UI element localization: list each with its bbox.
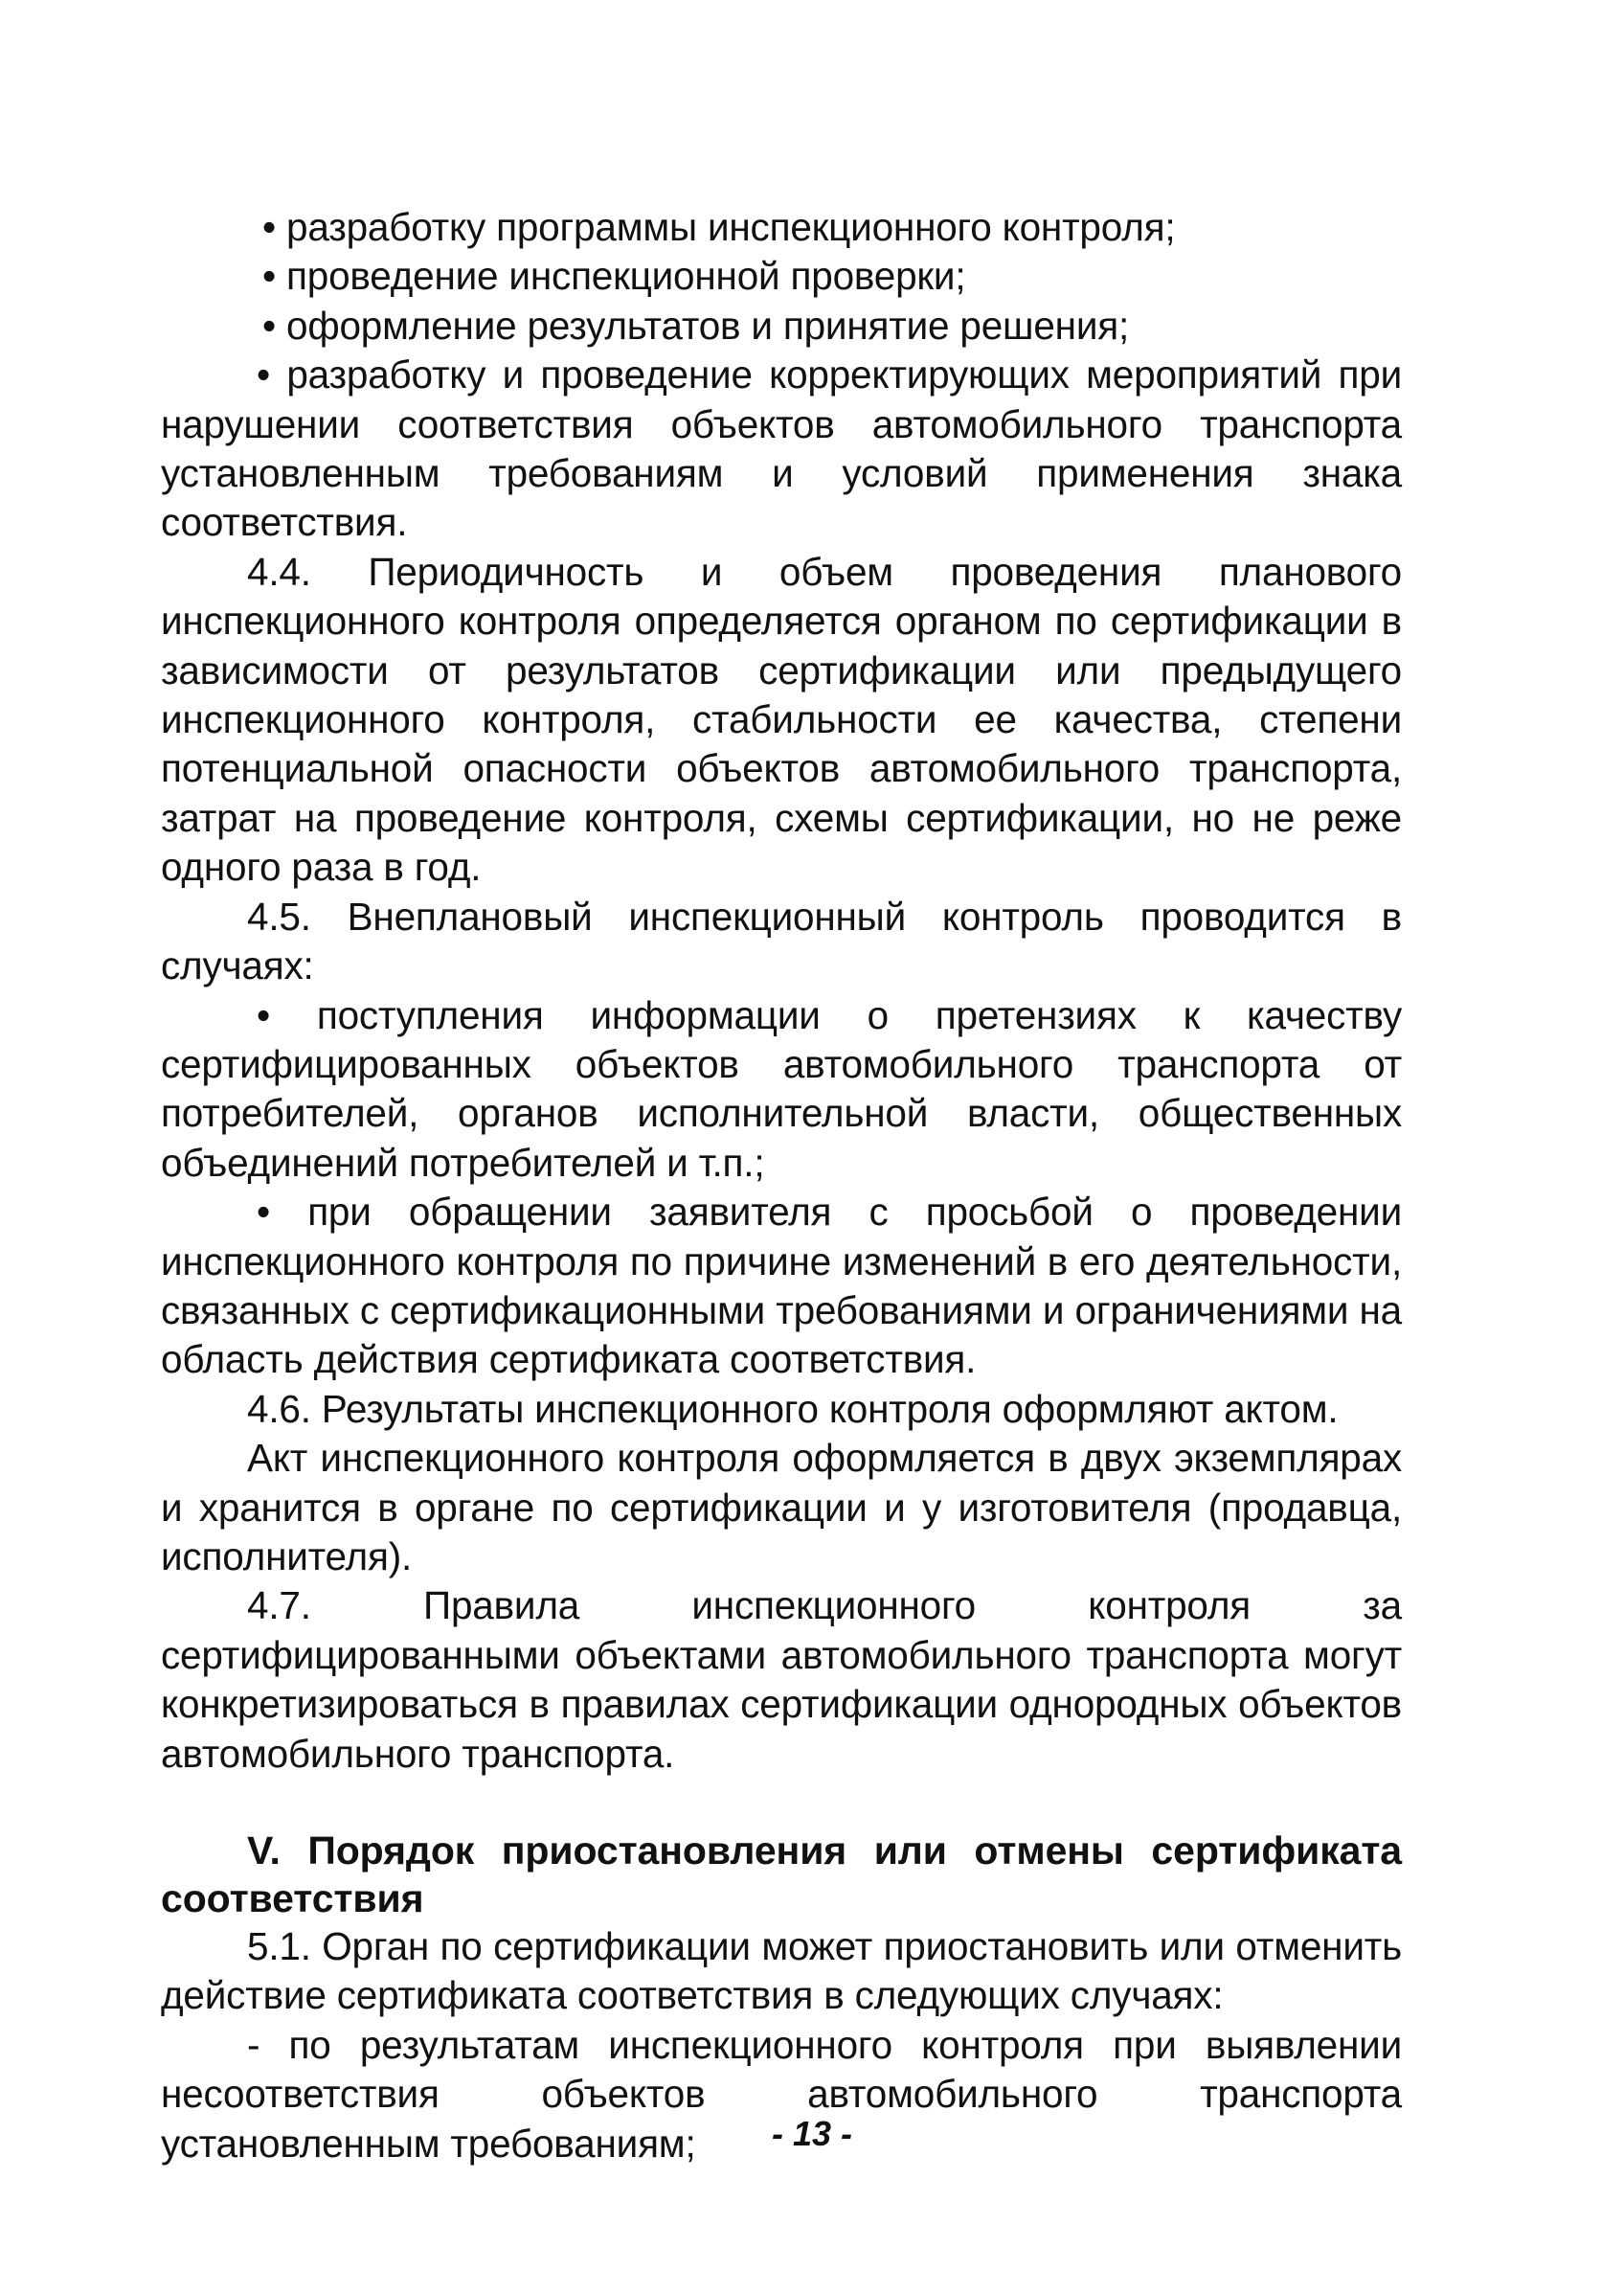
bullet-program: • разработку программы инспекционного контроля;	[262, 205, 1176, 249]
paragraph-4-7: 4.7. Правила инспекционного контроля за сертифицированными объектами автомобильного транспорта могут конкретизироваться в правилах сертификации однородных объектов автомобильного транспорта.	[161, 1583, 1402, 1776]
section-v-heading: V. Порядок приостановления или отмены сертификата соответствия	[161, 1828, 1402, 1920]
paragraph-5-1: 5.1. Орган по сертификации может приостановить или отменить действие сертификата соответствия в следующих случаях:	[161, 1924, 1402, 2018]
bullet-corrective-actions: • разработку и проведение корректирующих мероприятий при нарушении соответствия объектов автомобильного транспорта установленным требованиям и условий применения знака соответствия.	[161, 352, 1402, 545]
dash-item-5-1-a: - по результатам инспекционного контроля при выявлении несоответствия объектов автомобильного транспорта установленным требованиям;	[161, 2022, 1402, 2166]
bullet-4-5-applicant-request: • при обращении заявителя с просьбой о проведении инспекционного контроля по причине изменений в его деятельности, связанных с сертификационными требованиями и ограничениями на область действия сертификата соответствия.	[161, 1190, 1402, 1382]
paragraph-4-6-act: Акт инспекционного контроля оформляется в двух экземплярах и хранится в органе по сертификации и у изготовителя (продавца, исполнителя).	[161, 1436, 1402, 1578]
bullet-results: • оформление результатов и принятие решения;	[262, 303, 1130, 348]
paragraph-4-4: 4.4. Периодичность и объем проведения планового инспекционного контроля определяется органом по сертификации в зависимости от результатов сертификации или предыдущего инспекционного контроля, стабильности ее качества, степени потенциальной опасности объектов автомобильного транспорта, затрат на проведение контроля, схемы сертификации, но не реже одного раза в год.	[161, 549, 1402, 890]
paragraph-4-6: 4.6. Результаты инспекционного контроля оформляют актом.	[247, 1386, 1339, 1431]
bullet-inspection: • проведение инспекционной проверки;	[262, 254, 966, 299]
paragraph-4-5: 4.5. Внеплановый инспекционный контроль проводится в случаях:	[161, 894, 1402, 988]
page-number: - 13 -	[771, 2114, 853, 2153]
bullet-4-5-claims: • поступления информации о претензиях к качеству сертифицированных объектов автомобильного транспорта от потребителей, органов исполнительной власти, общественных объединений потребителей и т.п.;	[161, 992, 1402, 1185]
document-body	[161, 203, 1402, 2168]
